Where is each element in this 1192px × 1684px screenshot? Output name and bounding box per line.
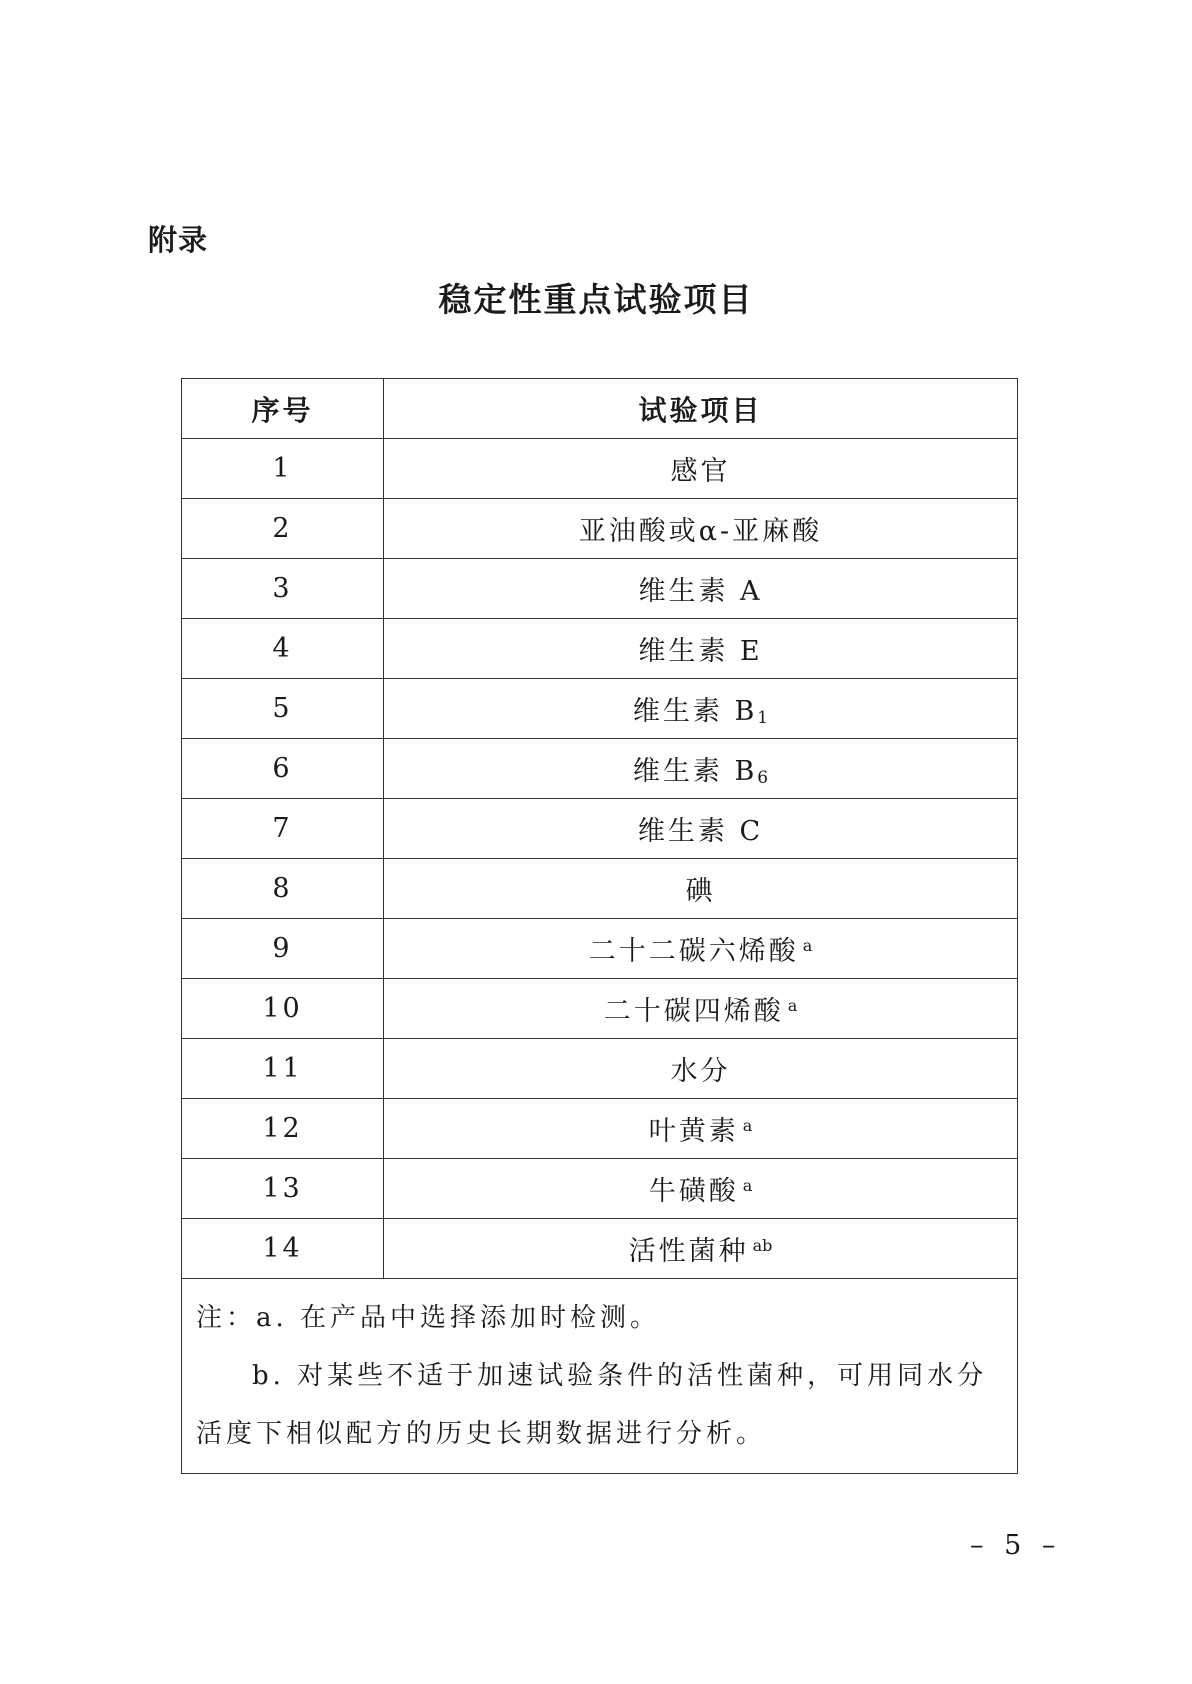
row-serial-number: 4 — [182, 619, 384, 679]
row-serial-number: 12 — [182, 1099, 384, 1159]
note-b: b. 对某些不适于加速试验条件的活性菌种，可用同水分活度下相似配方的历史长期数据进行分析。 — [196, 1361, 988, 1449]
test-item-name: 活性菌种 — [628, 1236, 749, 1267]
table-row — [182, 979, 1018, 1039]
header-test-item: 试验项目 — [384, 379, 1018, 439]
row-serial-number: 9 — [182, 919, 384, 979]
table-row — [182, 559, 1018, 619]
test-item-name: 碘 — [685, 876, 716, 907]
row-serial-number: 2 — [182, 499, 384, 559]
row-serial-number: 10 — [182, 979, 384, 1039]
table-row — [182, 739, 1018, 799]
row-test-item — [384, 1159, 1018, 1219]
footnote-marker: a — [742, 1176, 753, 1195]
row-test-item — [384, 679, 1018, 739]
appendix-label: 附录 — [148, 223, 209, 257]
row-test-item — [384, 919, 1018, 979]
test-item-name: 二十碳四烯酸 — [603, 996, 784, 1027]
test-item-name: 维生素 A — [638, 576, 763, 607]
row-serial-number: 1 — [182, 439, 384, 499]
row-test-item — [384, 859, 1018, 919]
table-notes — [182, 1279, 1018, 1474]
test-item-name: 维生素 B — [632, 756, 758, 787]
test-item-name: 牛磺酸 — [648, 1176, 739, 1207]
table-row — [182, 1039, 1018, 1099]
row-serial-number: 8 — [182, 859, 384, 919]
table-row — [182, 1099, 1018, 1159]
row-test-item — [384, 1039, 1018, 1099]
row-test-item — [384, 499, 1018, 559]
footnote-marker: a — [787, 996, 798, 1015]
row-test-item — [384, 619, 1018, 679]
table-header-row — [182, 379, 1018, 439]
test-item-name: 感官 — [670, 456, 731, 487]
table-notes-row — [182, 1279, 1018, 1474]
row-test-item — [384, 979, 1018, 1039]
row-test-item — [384, 559, 1018, 619]
document-title: 稳定性重点试验项目 — [438, 280, 754, 319]
test-item-name: 二十二碳六烯酸 — [588, 936, 799, 967]
table-row — [182, 439, 1018, 499]
row-test-item — [384, 1219, 1018, 1279]
test-item-name: 亚油酸或α-亚麻酸 — [578, 516, 823, 547]
footnote-marker: a — [742, 1116, 753, 1135]
table-row — [182, 1159, 1018, 1219]
table-row — [182, 859, 1018, 919]
row-test-item — [384, 739, 1018, 799]
row-serial-number: 14 — [182, 1219, 384, 1279]
header-serial-number: 序号 — [182, 379, 384, 439]
test-item-name: 维生素 E — [638, 636, 763, 667]
page-number: – 5 – — [970, 1530, 1062, 1561]
row-test-item — [384, 1099, 1018, 1159]
row-serial-number: 5 — [182, 679, 384, 739]
test-item-name: 维生素 B — [632, 696, 758, 727]
vitamin-subscript: 6 — [757, 768, 769, 788]
table-row — [182, 1219, 1018, 1279]
row-test-item — [384, 799, 1018, 859]
row-serial-number: 7 — [182, 799, 384, 859]
vitamin-subscript: 1 — [757, 708, 769, 728]
row-serial-number: 11 — [182, 1039, 384, 1099]
table-row — [182, 679, 1018, 739]
row-serial-number: 6 — [182, 739, 384, 799]
row-test-item — [384, 439, 1018, 499]
test-item-name: 水分 — [670, 1056, 731, 1087]
test-items-table — [181, 378, 1018, 1474]
table-row — [182, 499, 1018, 559]
note-a: 注：a. 在产品中选择添加时检测。 — [196, 1303, 661, 1333]
table-row — [182, 619, 1018, 679]
footnote-marker: ab — [752, 1236, 773, 1255]
table-row — [182, 799, 1018, 859]
test-item-name: 叶黄素 — [648, 1116, 739, 1147]
row-serial-number: 13 — [182, 1159, 384, 1219]
test-item-name: 维生素 C — [637, 816, 764, 847]
table-row — [182, 919, 1018, 979]
footnote-marker: a — [802, 936, 813, 955]
row-serial-number: 3 — [182, 559, 384, 619]
